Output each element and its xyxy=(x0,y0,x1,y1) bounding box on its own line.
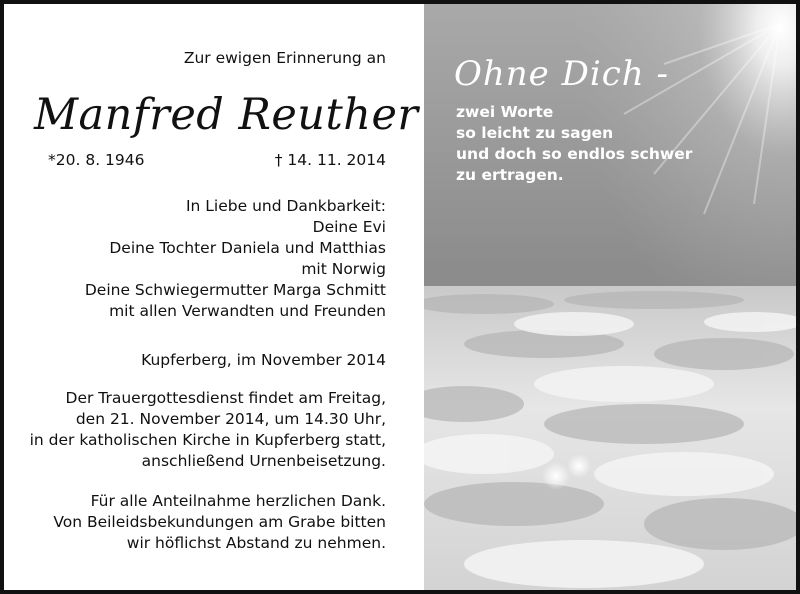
mourners-line: mit allen Verwandten und Freunden xyxy=(109,302,386,320)
poem-line: und doch so endlos schwer xyxy=(456,145,693,163)
obituary-text-panel xyxy=(4,4,424,590)
poem-line: zwei Worte xyxy=(456,103,554,121)
mourners-list xyxy=(85,196,386,322)
poem-line: so leicht zu sagen xyxy=(456,124,614,142)
death-date: † 14. 11. 2014 xyxy=(274,151,386,169)
mourners-line: mit Norwig xyxy=(301,260,386,278)
service-line: Der Trauergottesdienst findet am Freitag, xyxy=(65,389,386,407)
thanks-line: wir höflichst Abstand zu nehmen. xyxy=(126,534,386,552)
birth-date: *20. 8. 1946 xyxy=(48,151,145,169)
service-info xyxy=(30,388,386,472)
poem-title: Ohne Dich - xyxy=(454,54,669,94)
mourners-line: Deine Tochter Daniela und Matthias xyxy=(109,239,386,257)
mourners-line: Deine Schwiegermutter Marga Schmitt xyxy=(84,281,386,299)
thanks-line: Von Beileidsbekundungen am Grabe bitten xyxy=(53,513,386,531)
sky-image-panel xyxy=(424,4,800,590)
thanks-note xyxy=(53,491,386,554)
deceased-name: Manfred Reuther xyxy=(34,90,419,140)
mourners-line: Deine Evi xyxy=(312,218,386,236)
service-line: anschließend Urnenbeisetzung. xyxy=(141,452,386,470)
remembrance-heading: Zur ewigen Erinnerung an xyxy=(183,49,386,67)
place-date: Kupferberg, im November 2014 xyxy=(141,351,386,369)
service-line: den 21. November 2014, um 14.30 Uhr, xyxy=(75,410,386,428)
mourners-line: In Liebe und Dankbarkeit: xyxy=(185,197,386,215)
thanks-line: Für alle Anteilnahme herzlichen Dank. xyxy=(90,492,386,510)
poem-text xyxy=(456,102,692,186)
service-line: in der katholischen Kirche in Kupferberg statt, xyxy=(29,431,386,449)
poem-line: zu ertragen. xyxy=(456,166,564,184)
